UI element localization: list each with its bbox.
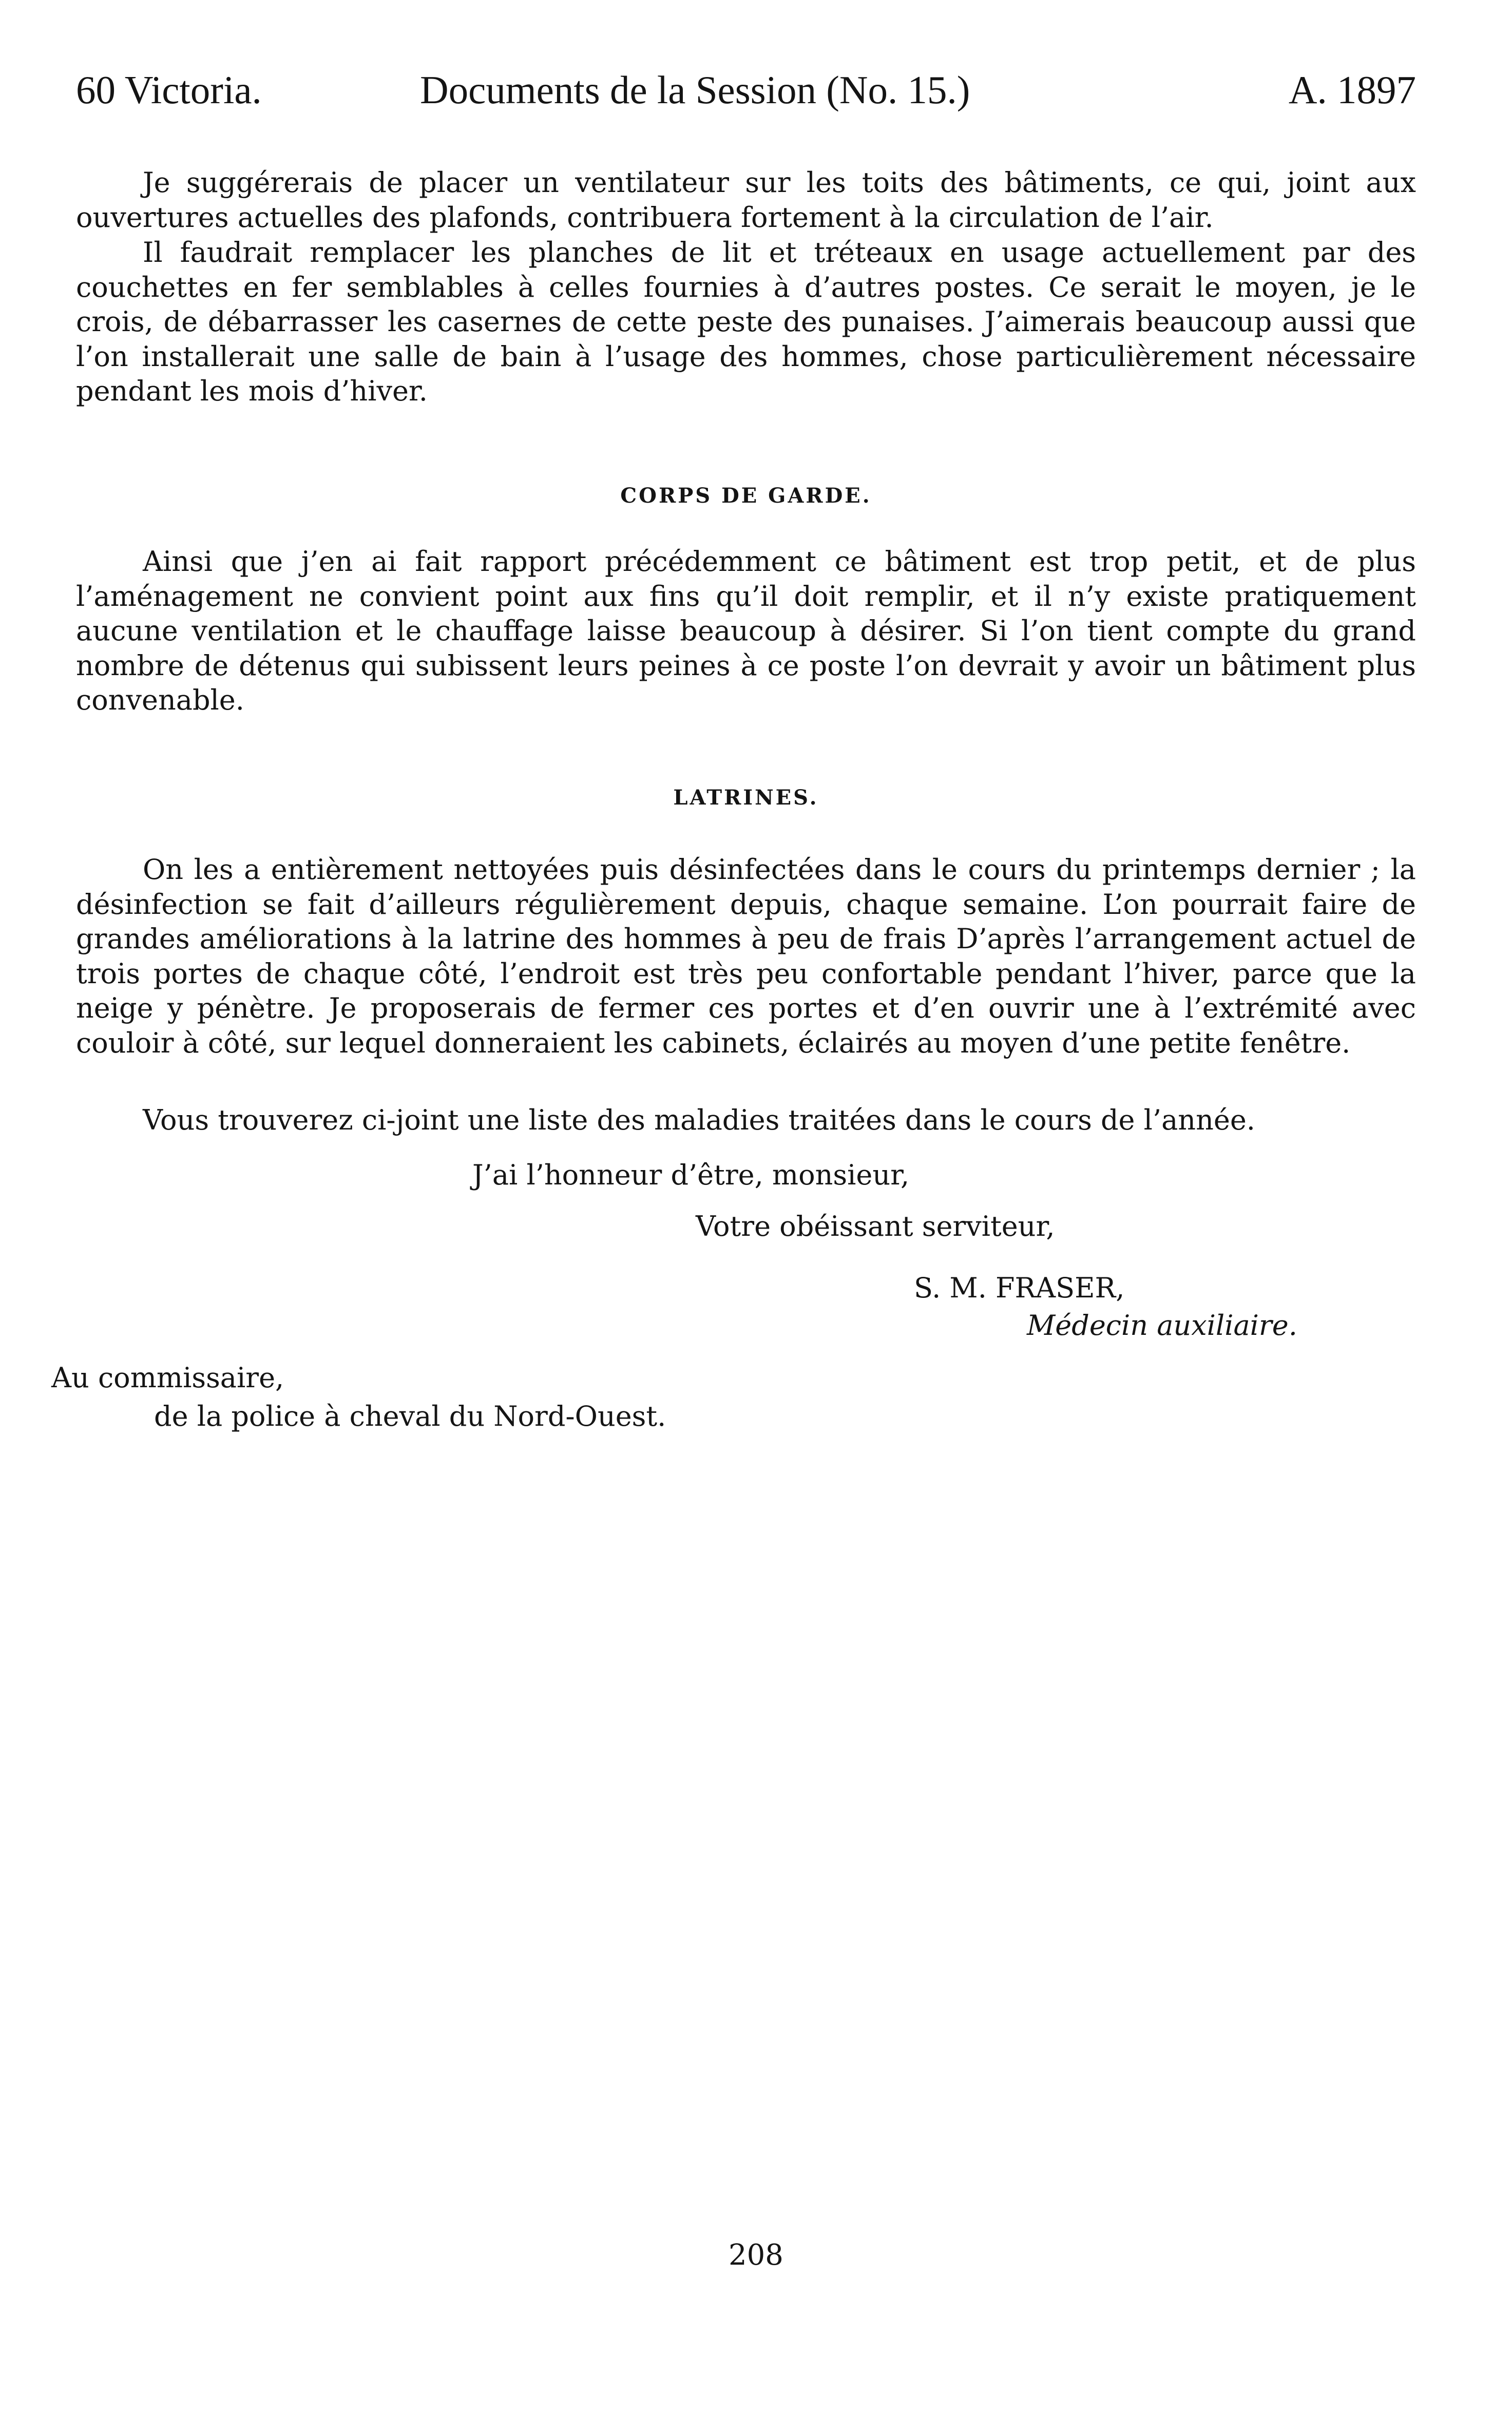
running-head-year: A. 1897 [1288, 68, 1416, 112]
closing-valediction: Votre obéissant serviteur, [696, 1210, 1055, 1242]
section-heading-guardroom: CORPS DE GARDE. [620, 484, 872, 508]
section-heading-latrines: LATRINES. [673, 786, 819, 810]
intro-paragraph-ventilation: Je suggérerais de placer un ventilateur sur les toits des bâtiments, ce qui, joint aux ouvertures actuelles des plafonds, contribuera fortement à la circulation de l’air. [76, 166, 1416, 234]
intro-paragraph-bedding: Il faudrait remplacer les planches de lit et tréteaux en usage actuellement par des couchettes en fer semblables à celles fournies à d’autres postes. Ce serait le moyen, je le crois, de débarrasser les casernes de cette peste des punaises. J’aimerais beaucoup aussi que l’on installerait une salle de bain à l’usage des hommes, chose particulièrement nécessaire pendant les mois d’hiver. [76, 236, 1416, 408]
guardroom-paragraph: Ainsi que j’en ai fait rapport précédemment ce bâtiment est trop petit, et de plus l’aménagement ne convient point aux fins qu’il doit remplir, et il n’y existe pratiquement aucune ventilation et le chauffage laisse beaucoup à désirer. Si l’on tient compte du grand nombre de détenus qui subissent leurs peines à ce poste l’on devrait y avoir un bâtiment plus convenable. [76, 545, 1416, 717]
diseases-list-paragraph: Vous trouverez ci-joint une liste des maladies traitées dans le cours de l’année. [143, 1104, 1255, 1136]
signature-title: Médecin auxiliaire. [1027, 1309, 1297, 1342]
addressee-line-1: Au commissaire, [51, 1362, 284, 1394]
page-number: 208 [729, 2238, 783, 2272]
latrines-paragraph: On les a entièrement nettoyées puis désinfectées dans le cours du printemps dernier ; la désinfection se fait d’ailleurs régulièrement depuis, chaque semaine. L’on pourrait faire de grandes améliorations à la latrine des hommes à peu de frais D’après l’arrangement actuel de trois portes de chaque côté, l’endroit est très peu confortable pendant l’hiver, parce que la neige y pénètre. Je proposerais de fermer ces portes et d’en ouvrir une à l’extrémité avec couloir à côté, sur lequel donneraient les cabinets, éclairés au moyen d’une petite fenêtre. [76, 853, 1416, 1059]
signature-name: S. M. FRASER, [914, 1272, 1125, 1304]
closing-salutation: J’ai l’honneur d’être, monsieur, [472, 1159, 910, 1191]
running-head-regnal-year: 60 Victoria. [76, 68, 262, 112]
running-head-title: Documents de la Session (No. 15.) [420, 68, 970, 112]
addressee-line-2: de la police à cheval du Nord-Ouest. [154, 1400, 666, 1432]
running-head [76, 62, 1416, 118]
